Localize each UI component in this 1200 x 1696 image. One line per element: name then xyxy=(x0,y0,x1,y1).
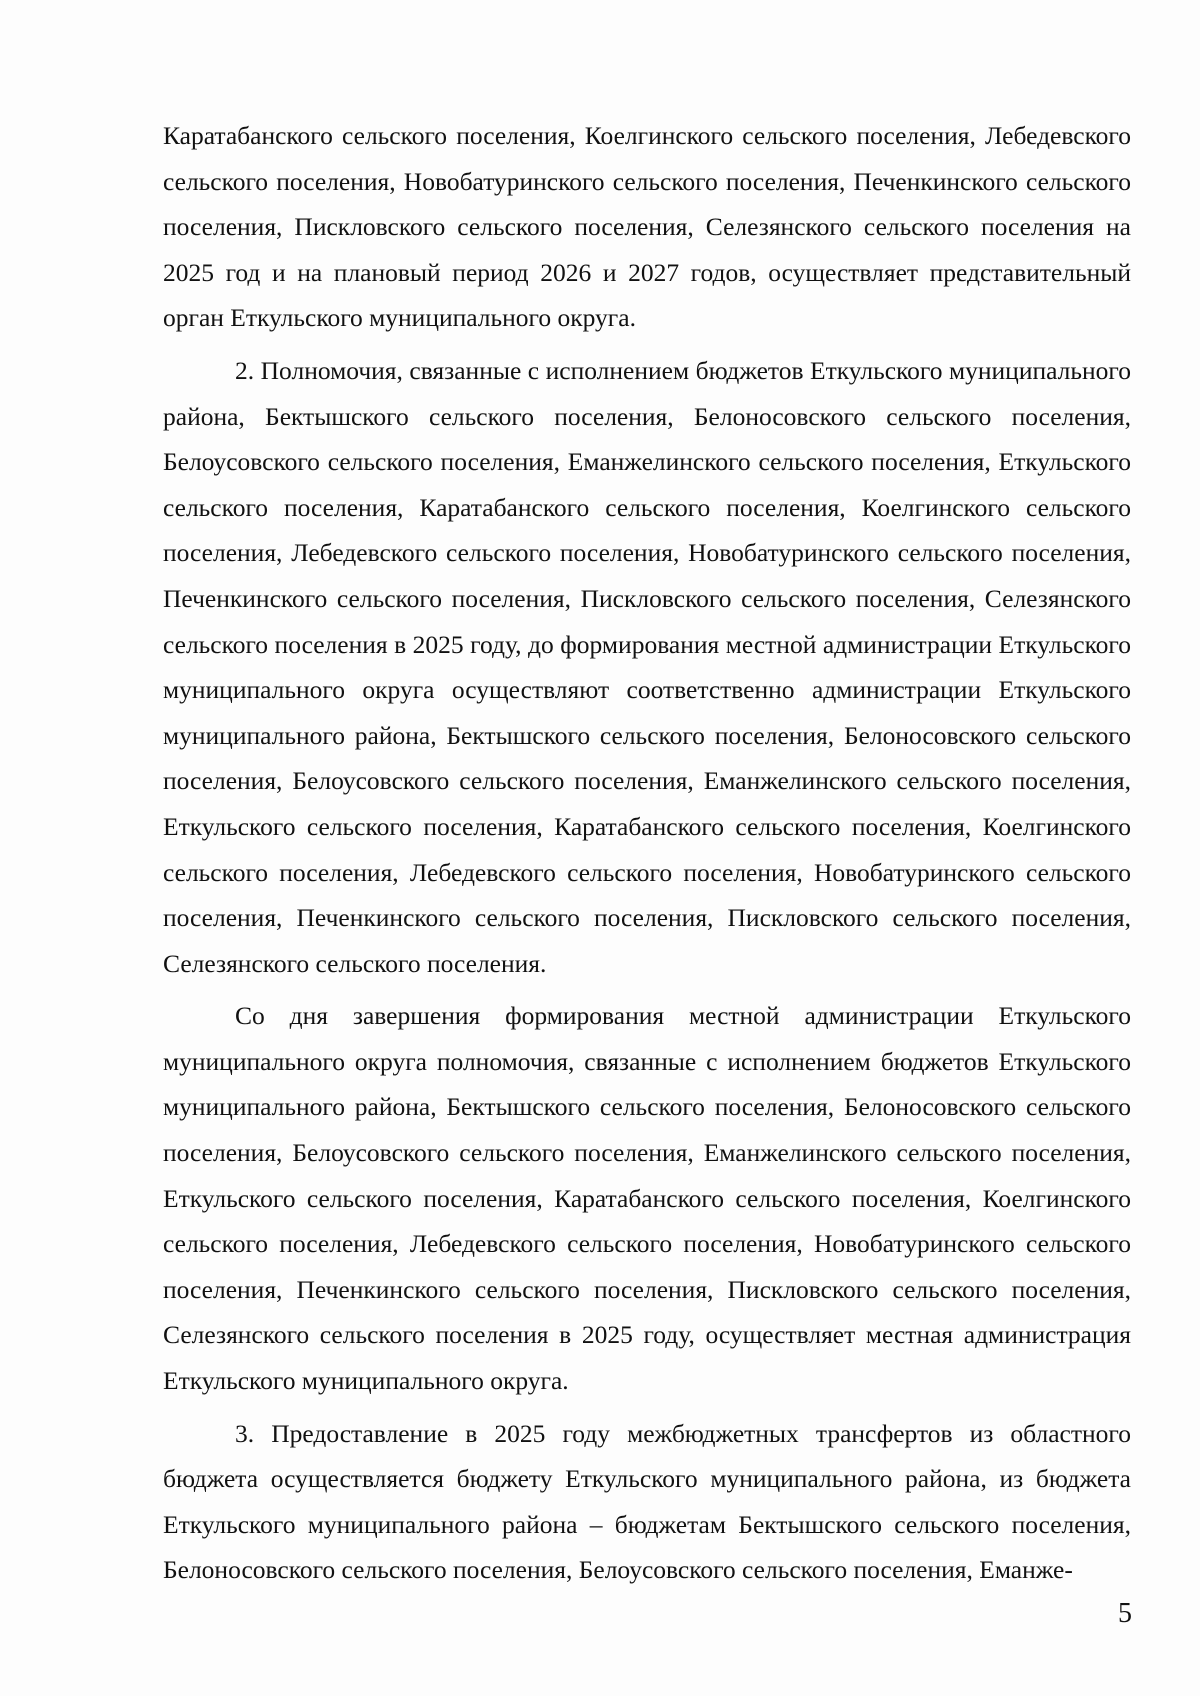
paragraph-item-2-continuation: Со дня завершения формирования местной администрации Еткульского муниципального округа полномочия, связанные с исполнением бюджетов Еткульского муниципального района, Бектышского сельского поселения, Белоносовского сельского поселения, Белоусовского сельского поселения, Еманжелинского сельского поселения, Еткульского сельского поселения, Каратабанского сельского поселения, Коелгинского сельского поселения, Лебедевского сельского поселения, Новобатуринского сельского поселения, Печенкинского сельского поселения, Пискловского сельского поселения, Селезянского сельского поселения в 2025 году, осуществляет местная администрация Еткульского муниципального округа. xyxy=(163,1001,1131,1396)
paragraph-item-2: 2. Полномочия, связанные с исполнением бюджетов Еткульского муниципального района, Бектышского сельского поселения, Белоносовского сельского поселения, Белоусовского сельского поселения, Еманжелинского сельского поселения, Еткульского сельского поселения, Каратабанского сельского поселения, Коелгинского сельского поселения, Лебедевского сельского поселения, Новобатуринского сельского поселения, Печенкинского сельского поселения, Пискловского сельского поселения, Селезянского сельского поселения в 2025 году, до формирования местной администрации Еткульского муниципального округа осуществляют соответственно администрации Еткульского муниципального района, Бектышского сельского поселения, Белоносовского сельского поселения, Белоусовского сельского поселения, Еманжелинского сельского поселения, Еткульского сельского поселения, Каратабанского сельского поселения, Коелгинского сельского поселения, Лебедевского сельского поселения, Новобатуринского сельского поселения, Печенкинского сельского поселения, Пискловского сельского поселения, Селезянского сельского поселения. xyxy=(163,355,1131,978)
page-number: 5 xyxy=(1118,1598,1132,1629)
paragraph-continuation: Каратабанского сельского поселения, Коелгинского сельского поселения, Лебедевского сельского поселения, Новобатуринского сельского поселения, Печенкинского сельского поселения, Пискловского сельского поселения, Селезянского сельского поселения на 2025 год и на плановый период 2026 и 2027 годов, осуществляет представительный орган Еткульского муниципального округа. xyxy=(163,121,1131,333)
document-body xyxy=(163,113,1131,1593)
paragraph-item-3: 3. Предоставление в 2025 году межбюджетных трансфертов из областного бюджета осуществляется бюджету Еткульского муниципального района, из бюджета Еткульского муниципального района – бюджетам Бектышского сельского поселения, Белоносовского сельского поселения, Белоусовского сельского поселения, Еманже- xyxy=(163,1418,1131,1585)
